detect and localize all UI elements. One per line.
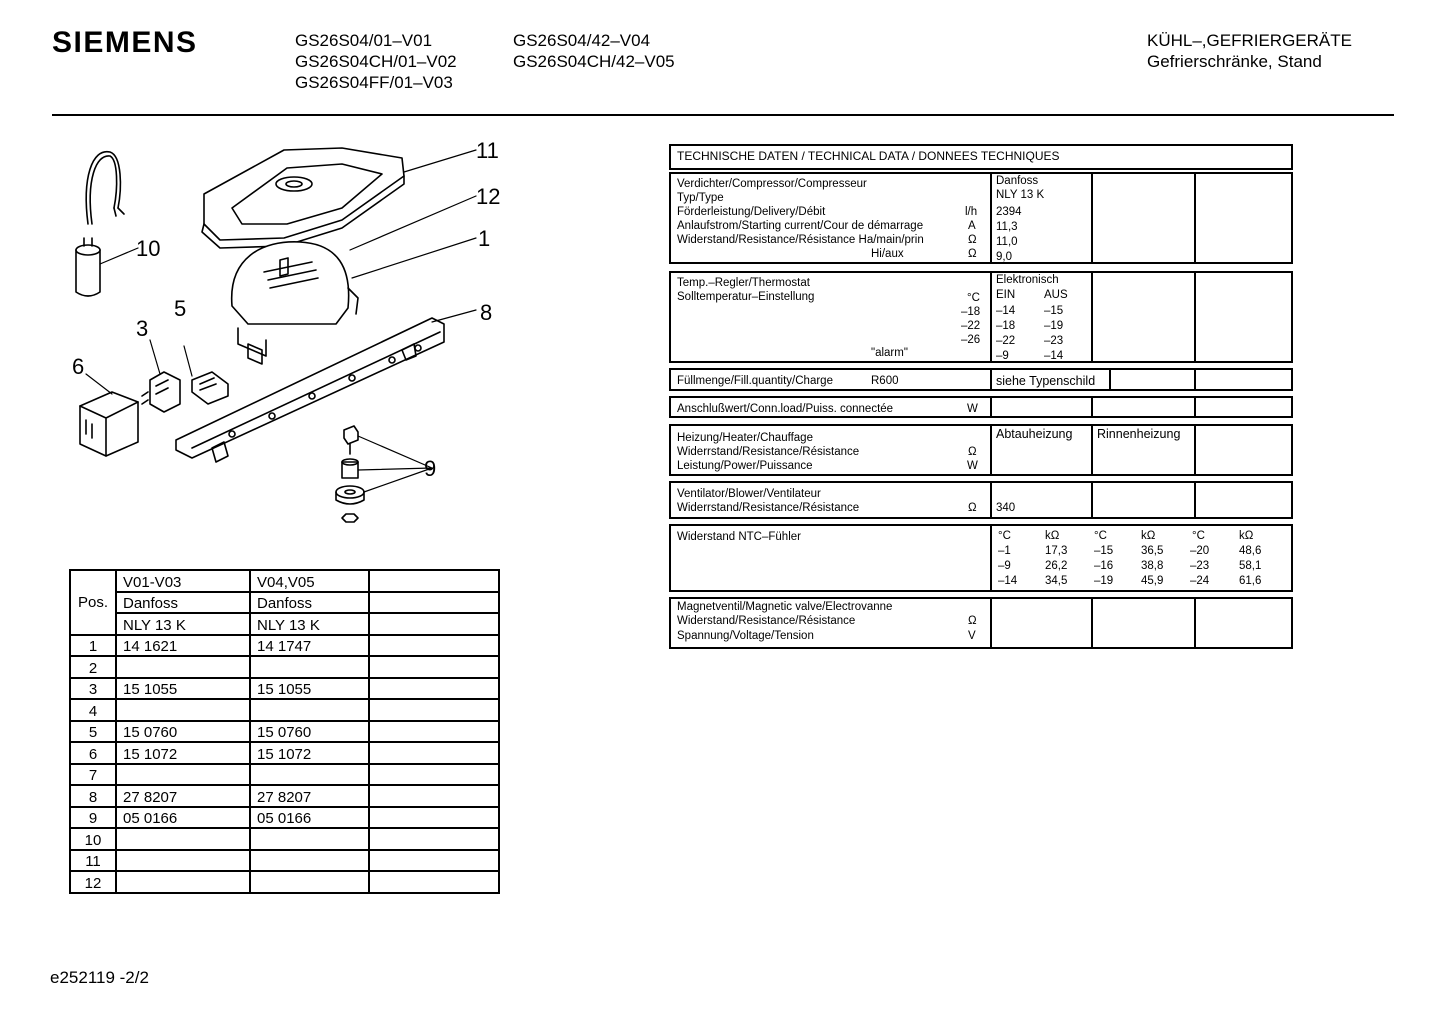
empty-cell bbox=[369, 764, 499, 786]
empty-cell bbox=[369, 828, 499, 850]
value-text: 2394 bbox=[996, 206, 1022, 218]
value-text: –15 bbox=[1044, 305, 1064, 317]
value-text: –23 bbox=[1044, 335, 1064, 347]
empty-cell bbox=[369, 785, 499, 807]
table-row bbox=[70, 785, 499, 807]
pos-cell: 6 bbox=[70, 742, 116, 764]
thermostat-section bbox=[669, 271, 1293, 363]
value-text: Abtauheizung bbox=[996, 427, 1073, 441]
part-number-cell bbox=[250, 871, 369, 893]
thermostat-label: Temp.–Regler/Thermostat bbox=[677, 277, 810, 289]
connected-load-label: Anschlußwert/Conn.load/Puiss. connectée bbox=[677, 403, 894, 415]
table-row bbox=[70, 764, 499, 786]
type-label: Typ/Type bbox=[677, 192, 724, 204]
ntc-header: kΩ bbox=[1045, 530, 1060, 542]
part-number-cell: 15 0760 bbox=[116, 721, 250, 743]
table-row bbox=[70, 699, 499, 721]
resistance-main-label: Widerstand/Resistance/Résistance Ha/main/prin bbox=[677, 234, 924, 246]
delivery-label: Förderleistung/Delivery/Débit bbox=[677, 206, 826, 218]
part-number-cell bbox=[116, 699, 250, 721]
part-number-cell bbox=[116, 764, 250, 786]
value-text: –14 bbox=[996, 305, 1016, 317]
heater-section bbox=[669, 424, 1293, 476]
connected-load-section bbox=[669, 396, 1293, 418]
pos-cell: 9 bbox=[70, 807, 116, 829]
part-number-cell bbox=[250, 828, 369, 850]
model-number: GS26S04FF/01–V03 bbox=[295, 73, 453, 92]
unit-text: l/h bbox=[965, 206, 978, 218]
setting-value: –18 bbox=[961, 306, 981, 318]
resistance-label: Widerstand/Resistance/Résistance bbox=[677, 615, 856, 627]
empty-cell bbox=[369, 570, 499, 592]
maker-cell: Danfoss bbox=[250, 592, 369, 614]
callout-label: 8 bbox=[480, 300, 493, 325]
callout-label: 10 bbox=[136, 236, 161, 261]
compressor-part bbox=[232, 242, 358, 364]
table-row bbox=[70, 871, 499, 893]
pos-cell: 1 bbox=[70, 635, 116, 657]
category-subtitle: Gefrierschränke, Stand bbox=[1147, 52, 1322, 71]
aus-header: AUS bbox=[1044, 289, 1068, 301]
part-number-cell: 15 1055 bbox=[250, 678, 369, 700]
category-title: KÜHL–,GEFRIERGERÄTE bbox=[1147, 31, 1352, 50]
resistance-label: Widerrstand/Resistance/Résistance bbox=[677, 502, 860, 514]
pos-cell: 5 bbox=[70, 721, 116, 743]
empty-cell bbox=[369, 635, 499, 657]
part-number-cell bbox=[116, 828, 250, 850]
type-cell: NLY 13 K bbox=[250, 613, 369, 635]
ntc-label: Widerstand NTC–Fühler bbox=[677, 531, 801, 543]
part-number-cell bbox=[250, 656, 369, 678]
part-number-cell: 14 1747 bbox=[250, 635, 369, 657]
unit-text: Ω bbox=[968, 234, 977, 246]
empty-cell bbox=[369, 613, 499, 635]
value-text: 9,0 bbox=[996, 251, 1012, 263]
compressor-section bbox=[669, 172, 1293, 264]
callout-label: 6 bbox=[72, 354, 85, 379]
value-text: Danfoss bbox=[996, 175, 1039, 187]
part-number-cell: 15 1072 bbox=[250, 742, 369, 764]
ntc-value: –16 bbox=[1094, 560, 1114, 572]
empty-cell bbox=[369, 656, 499, 678]
value-text: –19 bbox=[1044, 320, 1064, 332]
setting-value: –22 bbox=[961, 320, 981, 332]
ntc-value: 48,6 bbox=[1239, 545, 1262, 557]
empty-cell bbox=[369, 678, 499, 700]
heater-label: Heizung/Heater/Chauffage bbox=[677, 432, 813, 444]
empty-cell bbox=[369, 742, 499, 764]
model-number: GS26S04/01–V01 bbox=[295, 31, 433, 50]
empty-cell bbox=[369, 871, 499, 893]
ntc-value: 36,5 bbox=[1141, 545, 1164, 557]
thermostat-type: Elektronisch bbox=[996, 274, 1059, 286]
parts-table bbox=[69, 569, 500, 894]
pos-cell: 2 bbox=[70, 656, 116, 678]
ntc-value: 61,6 bbox=[1239, 575, 1262, 587]
empty-cell bbox=[369, 807, 499, 829]
ntc-header: °C bbox=[1192, 530, 1205, 542]
empty-cell bbox=[369, 699, 499, 721]
empty-cell bbox=[369, 721, 499, 743]
ntc-header: °C bbox=[1094, 530, 1107, 542]
unit-text: °C bbox=[967, 292, 980, 304]
valve-section bbox=[669, 597, 1293, 649]
part-number-cell: 15 1072 bbox=[116, 742, 250, 764]
value-text: NLY 13 K bbox=[996, 189, 1045, 201]
model-number: GS26S04CH/42–V05 bbox=[513, 52, 675, 71]
ntc-value: –9 bbox=[998, 560, 1011, 572]
ntc-header: kΩ bbox=[1239, 530, 1254, 542]
empty-cell bbox=[369, 850, 499, 872]
pos-cell: 10 bbox=[70, 828, 116, 850]
callout-label: 11 bbox=[476, 138, 499, 163]
category-block bbox=[1147, 30, 1352, 72]
header-rule bbox=[52, 114, 1394, 116]
value-text: 340 bbox=[996, 502, 1016, 514]
ntc-value: –23 bbox=[1190, 560, 1210, 572]
table-row bbox=[70, 828, 499, 850]
unit-text: W bbox=[967, 403, 978, 415]
value-text: –18 bbox=[996, 320, 1016, 332]
resistance-label: Widerrstand/Resistance/Résistance bbox=[677, 446, 860, 458]
callout-label: 5 bbox=[174, 296, 187, 321]
part-number-cell: 05 0166 bbox=[116, 807, 250, 829]
valve-label: Magnetventil/Magnetic valve/Electrovanne bbox=[677, 601, 893, 613]
part-number-cell bbox=[116, 871, 250, 893]
pos-cell: 4 bbox=[70, 699, 116, 721]
compressor-label: Verdichter/Compressor/Compresseur bbox=[677, 178, 867, 190]
value-text: siehe Typenschild bbox=[996, 374, 1096, 388]
ntc-value: 34,5 bbox=[1045, 575, 1068, 587]
table-row bbox=[70, 807, 499, 829]
value-text: –22 bbox=[996, 335, 1016, 347]
table-row bbox=[70, 850, 499, 872]
document-id: e252119 -2/2 bbox=[50, 968, 149, 987]
resistance-aux-label: Hi/aux bbox=[871, 248, 904, 260]
value-text: –14 bbox=[1044, 350, 1064, 362]
tech-data-title bbox=[669, 144, 1293, 170]
value-text: Rinnenheizung bbox=[1097, 427, 1181, 441]
drip-tray-part bbox=[202, 148, 404, 248]
part-number-cell bbox=[116, 850, 250, 872]
pos-cell: 11 bbox=[70, 850, 116, 872]
unit-text: W bbox=[967, 460, 978, 472]
callout-label: 1 bbox=[478, 226, 491, 251]
model-number: GS26S04CH/01–V02 bbox=[295, 52, 457, 71]
tech-data-title-text: TECHNISCHE DATEN / TECHNICAL DATA / DONNEES TECHNIQUES bbox=[677, 149, 1060, 163]
brand-logo: SIEMENS bbox=[52, 26, 198, 59]
callout-label: 12 bbox=[476, 184, 501, 209]
ntc-value: –19 bbox=[1094, 575, 1114, 587]
fan-section bbox=[669, 481, 1293, 519]
capacitor-part bbox=[76, 152, 124, 296]
starting-current-label: Anlaufstrom/Starting current/Cour de démarrage bbox=[677, 220, 924, 232]
relay-part bbox=[142, 372, 180, 412]
voltage-label: Spannung/Voltage/Tension bbox=[677, 630, 814, 642]
type-cell: NLY 13 K bbox=[116, 613, 250, 635]
unit-text: Ω bbox=[968, 502, 977, 514]
ntc-value: 45,9 bbox=[1141, 575, 1164, 587]
table-row bbox=[70, 656, 499, 678]
part-number-cell bbox=[250, 850, 369, 872]
part-number-cell: 15 0760 bbox=[250, 721, 369, 743]
part-number-cell: 27 8207 bbox=[116, 785, 250, 807]
ntc-value: –20 bbox=[1190, 545, 1210, 557]
part-number-cell: 27 8207 bbox=[250, 785, 369, 807]
version-header: V04,V05 bbox=[250, 570, 369, 592]
part-number-cell: 05 0166 bbox=[250, 807, 369, 829]
table-row bbox=[70, 742, 499, 764]
ntc-value: 26,2 bbox=[1045, 560, 1068, 572]
fan-label: Ventilator/Blower/Ventilateur bbox=[677, 488, 821, 500]
exploded-parts-drawing bbox=[52, 128, 512, 528]
fill-label: Füllmenge/Fill.quantity/Charge bbox=[677, 375, 833, 387]
part-number-cell bbox=[116, 656, 250, 678]
version-header: V01-V03 bbox=[116, 570, 250, 592]
table-row bbox=[70, 678, 499, 700]
pos-cell: 12 bbox=[70, 871, 116, 893]
overload-protector-part bbox=[192, 372, 228, 404]
table-row bbox=[70, 635, 499, 657]
pos-header: Pos. bbox=[70, 570, 116, 635]
ntc-value: –24 bbox=[1190, 575, 1210, 587]
ntc-header: °C bbox=[998, 530, 1011, 542]
ntc-value: 58,1 bbox=[1239, 560, 1262, 572]
model-list-1 bbox=[295, 30, 457, 93]
unit-text: Ω bbox=[968, 248, 977, 260]
ntc-value: –1 bbox=[998, 545, 1011, 557]
ntc-value: 38,8 bbox=[1141, 560, 1164, 572]
part-number-cell bbox=[250, 699, 369, 721]
ntc-header: kΩ bbox=[1141, 530, 1156, 542]
power-label: Leistung/Power/Puissance bbox=[677, 460, 813, 472]
pos-cell: 8 bbox=[70, 785, 116, 807]
table-row bbox=[70, 721, 499, 743]
ntc-value: 17,3 bbox=[1045, 545, 1068, 557]
unit-text: V bbox=[968, 630, 976, 642]
part-number-cell: 15 1055 bbox=[116, 678, 250, 700]
callout-label: 3 bbox=[136, 316, 149, 341]
refrigerant-text: R600 bbox=[871, 375, 899, 387]
ntc-section bbox=[669, 524, 1293, 592]
alarm-label: "alarm" bbox=[871, 347, 908, 359]
value-text: 11,3 bbox=[996, 221, 1018, 233]
pos-cell: 3 bbox=[70, 678, 116, 700]
unit-text: Ω bbox=[968, 446, 977, 458]
fill-section bbox=[669, 368, 1293, 391]
callout-label: 9 bbox=[424, 456, 437, 481]
value-text: 11,0 bbox=[996, 236, 1018, 248]
model-list-2 bbox=[513, 30, 675, 72]
unit-text: Ω bbox=[968, 615, 977, 627]
setpoint-label: Solltemperatur–Einstellung bbox=[677, 291, 815, 303]
maker-cell: Danfoss bbox=[116, 592, 250, 614]
model-number: GS26S04/42–V04 bbox=[513, 31, 651, 50]
pos-cell: 7 bbox=[70, 764, 116, 786]
value-text: –9 bbox=[996, 350, 1009, 362]
ntc-value: –14 bbox=[998, 575, 1018, 587]
part-number-cell: 14 1621 bbox=[116, 635, 250, 657]
unit-text: A bbox=[968, 220, 976, 232]
ntc-value: –15 bbox=[1094, 545, 1114, 557]
empty-cell bbox=[369, 592, 499, 614]
setting-value: –26 bbox=[961, 334, 981, 346]
mounting-hardware-part bbox=[336, 426, 364, 522]
part-number-cell bbox=[250, 764, 369, 786]
ein-header: EIN bbox=[996, 289, 1016, 301]
relay-cover-part bbox=[80, 392, 138, 456]
